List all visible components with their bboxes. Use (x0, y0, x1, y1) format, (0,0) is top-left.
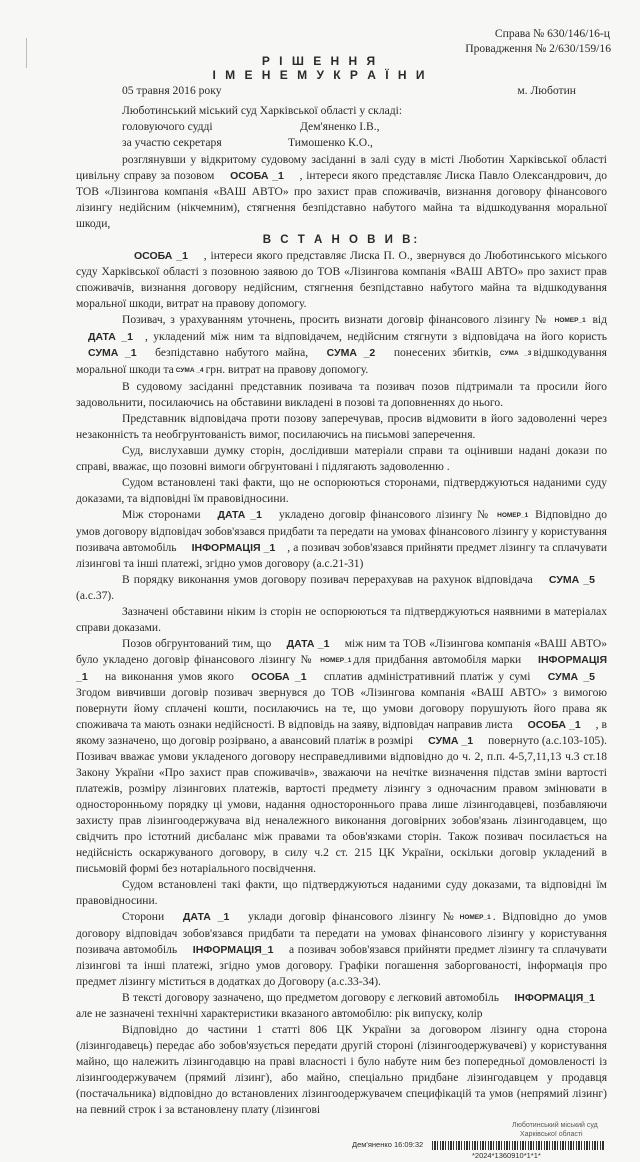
anonymized-placeholder: НОМЕР_1 (459, 914, 491, 921)
text-segment: Відповідно до умов договору відповідач зобов'язався придбати та передати на умовах фінансового лізингу у користування позивача автомобіль (76, 509, 607, 554)
anonymized-placeholder: НОМЕР_1 (554, 317, 586, 324)
court-composition: Люботинський міський суд Харківської області у складі: (122, 104, 403, 117)
anonymized-placeholder: ІНФОРМАЦІЯ_1 (514, 992, 595, 1004)
paragraph (76, 990, 607, 1022)
paragraph (76, 604, 607, 636)
text-segment: сплатив адміністративний платіж у сумі (318, 671, 536, 683)
anonymized-placeholder: СУМА _5 (547, 671, 596, 683)
proceeding-number: Провадження № 2/630/159/16 (465, 42, 611, 55)
anonymized-placeholder: ІНФОРМАЦІЯ _1 (76, 654, 607, 683)
text-segment: , інтереси якого представляє Лиска Павло Олександрович, до ТОВ «Лізингова компанія «ВАШ АВТО» про захист прав споживачів, визнання договору фінансового лізингу недійсним (нікчемним), стягнення безпідставно набутого майна та відшкодування моральної шкоди, (76, 170, 607, 230)
paragraph (76, 636, 607, 877)
anonymized-placeholder: ДАТА _1 (88, 331, 133, 343)
paragraph (76, 411, 607, 443)
anonymized-placeholder: СУМА _3 (499, 350, 532, 357)
anonymized-placeholder: НОМЕР_1 (497, 512, 529, 519)
anonymized-placeholder: СУМА _5 (548, 574, 595, 586)
e-signature-stamp (342, 1122, 607, 1162)
barcode (432, 1141, 604, 1150)
scan-margin-mark (26, 38, 27, 68)
anonymized-placeholder: ДАТА _1 (182, 911, 230, 923)
paragraph (76, 312, 607, 379)
anonymized-placeholder: ОСОБА _1 (527, 719, 581, 731)
anonymized-placeholder: СУМА _1 (88, 347, 137, 359)
anonymized-placeholder: СУМА _2 (326, 347, 376, 359)
text-segment: В судовому засіданні представник позивача та позивач позов підтримали та просили його задовольнити, посилаючись на обставини викладені в позові та доповненнях до нього. (76, 381, 607, 409)
paragraph (76, 877, 607, 909)
text-segment: Позивач, з урахуванням уточнень, просить визнати договір фінансового лізингу № (122, 314, 553, 326)
anonymized-placeholder: ОСОБА _1 (230, 170, 284, 182)
decision-date: 05 травня 2016 року (122, 84, 222, 97)
secretary-label: за участю секретаря (122, 136, 222, 149)
text-segment: Судом встановлені такі факти, що не оспорюються сторонами, підтверджуються наданими суду доказами, та відповідні їм правовідносини. (76, 477, 607, 505)
anonymized-placeholder: СУМА _1 (428, 735, 474, 747)
text-segment: від (587, 314, 608, 326)
decision-city: м. Люботин (517, 84, 576, 97)
text-segment: . Відповідно до умов договору відповідач зобов'язався придбати та передати на умовах фінансового лізингу у користування позивача автомобіль (76, 911, 607, 956)
text-segment: між ним та ТОВ «Лізингова компанія «ВАШ АВТО» було укладено договір фінансового лізингу № (76, 638, 607, 666)
text-segment: , укладений між ним та відповідачем, недійсним стягнути з відповідача на його користь (144, 331, 607, 343)
paragraph (76, 443, 607, 475)
text-segment: відшкодування моральної шкоди та (76, 347, 607, 376)
document-column (76, 152, 607, 1162)
text-segment: а позивач зобов'язався прийняти предмет лізингу та сплачувати лізингові та інші платежі, згідно умов договору. Графіки погашення заборгованості, інформація про предмет лізингу міститься в додатках до Договору (а.с.33-34). (76, 944, 607, 988)
text-segment: безпідставно набутого майна, (148, 347, 315, 359)
section-heading (76, 232, 607, 248)
text-segment: , в якому зазначено, що договір розірвано, а авансовий платіж в розмірі (76, 719, 607, 747)
paragraph (76, 248, 607, 312)
paragraph (76, 507, 607, 572)
anonymized-placeholder: ДАТА _1 (217, 509, 263, 521)
judge-name: Дем'яненко І.В., (300, 120, 380, 133)
anonymized-placeholder: ДАТА _1 (286, 638, 330, 650)
anonymized-placeholder: ІНФОРМАЦІЯ_1 (192, 944, 274, 956)
text-segment: Суд, вислухавши думку сторін, дослідивши матеріали справи та оцінивши надані докази по справі, вважає, що позовні вимоги обгрунтовані і підлягають задоволенню . (76, 445, 607, 473)
paragraph (76, 379, 607, 411)
anonymized-placeholder: ІНФОРМАЦІЯ _1 (191, 542, 276, 554)
anonymized-placeholder: ОСОБА _1 (134, 250, 188, 262)
text-segment: В порядку виконання умов договору позивач перерахував на рахунок відповідача (122, 574, 537, 586)
barcode-text: *2024*1360910*1*1* (472, 1151, 541, 1160)
text-segment: , а позивач зобов'язався прийняти предмет лізингу та сплачувати лізингові та інші платежі, згідно умов договору (а.с.21-31) (76, 542, 607, 570)
paragraph (76, 475, 607, 507)
text-segment: Відповідно до частини 1 статті 806 ЦК України за договором лізингу одна сторона (лізингодавець) передає або зобов'язується передати другій стороні (лізингоодержувачеві) у користування майно, що належить лізингодавцю на праві власності і було набуте ним без попередньої домовленості із лізингоодержувачем (прямий лізинг), або майно, спеціально придбане лізингодавцем у продавця (постачальника) відповідно до встановлених лізингоодержувачем специфікацій та умов (непрямий лізинг) на певний строк і за встановлену плату (лізингові (76, 1024, 607, 1116)
document-body (76, 152, 607, 1118)
stamp-court: Люботинський міський суд (512, 1122, 598, 1129)
paragraph (76, 152, 607, 232)
text-segment: повернуто (а.с.103-105). Позивач вважає умови укладеного договору несправедливими відповідно до ч. 2, п.п. 4-5,7,11,13 ч.3 ст.18 Закону України «Про захист прав споживачів», зважаючи на нечітке визначення підстав зміни вартості платежів, розміру лізингових платежів, вартості предмету лізингу з одночасним правом змінювати в односторонньому порядку ці умови, надання одностороннього права лише лізингодавцеві, позбавляючи захисту прав лізингоодержувача від неналежного виконання договірних зобов'язань лізингодавцем, що свідчить про істотний дисбаланс між правами та обов'язками сторін. Також позивач посилається на недійсність оскаржуваного договору, в силу ч.2 ст. 215 ЦК України, оскільки договір укладений в письмовій формі без нотаріального посвідчення. (76, 735, 608, 875)
text-segment: понесених збитків, (387, 347, 498, 359)
text-segment: Зазначені обставини ніким із сторін не оспорюються та підтверджуються наявними в матеріалах справи доказами. (76, 606, 607, 634)
document-title: Р І Ш Е Н Н Я (261, 54, 379, 68)
text-segment: Позов обгрунтований тим, що (122, 638, 275, 650)
anonymized-placeholder: ОСОБА _1 (251, 671, 307, 683)
paragraph (76, 1022, 607, 1118)
text-segment: укладено договір фінансового лізингу № (274, 509, 496, 521)
document-subtitle: І М Е Н Е М У К Р А Ї Н И (212, 68, 428, 82)
text-segment: Представник відповідача проти позову заперечував, просив відмовити в його задоволенні через незаконність та необгрунтованість вимог, посилаючись на письмові заперечення. (76, 413, 607, 441)
case-number: Справа № 630/146/16-ц (494, 27, 610, 40)
secretary-name: Тимошенко К.О., (288, 136, 373, 149)
text-segment: В С Т А Н О В И В: (262, 234, 421, 246)
judge-label: головуючого судді (122, 120, 213, 133)
text-segment: але не зазначені технічні характеристики вказаного автомобілю: рік випуску, колір (76, 1008, 483, 1020)
text-segment: на виконання умов якого (99, 671, 240, 683)
text-segment: грн. витрат на правову допомогу. (205, 364, 369, 376)
text-segment: Згодом вивчивши договір позивач звернувся до ТОВ «Лізингова компанія «ВАШ АВТО» з вимогою повернути йому сплачені кошти, посилаючись на те, що умови договору порушують його права як споживача та мають ознаки недійсності. В відповідь на заяву, відповідач направив листа (76, 687, 607, 731)
text-segment: Між сторонами (122, 509, 206, 521)
text-segment: Сторони (122, 911, 171, 923)
text-segment: В тексті договору зазначено, що предметом договору є легковий автомобіль (122, 992, 503, 1004)
stamp-region: Харківської області (520, 1131, 583, 1138)
text-segment: Судом встановлені такі факти, що підтверджуються наданими суду доказами, та відповідні їм правовідносини. (76, 879, 607, 907)
text-segment: для придбання автомобіля марки (353, 654, 527, 666)
anonymized-placeholder: СУМА _4 (175, 367, 204, 374)
text-segment: (а.с.37). (76, 590, 115, 602)
paragraph (76, 909, 607, 990)
text-segment: , інтереси якого представляє Лиска П. О., звернувся до Люботинського міського суду Харківської області з позовною заявою до ТОВ «Лізингова компанія «ВАШ АВТО» про захист прав споживачів, визнання договору недійсним, стягнення безпідставно набутого майна та відшкодування моральної шкоди, витрат на правову допомогу. (76, 250, 607, 310)
text-segment: розглянувши у відкритому судовому засіданні в залі суду в місті Люботин Харківської області цивільну справу за позовом (76, 154, 607, 182)
anonymized-placeholder: НОМЕР_1 (320, 657, 352, 664)
signature-time: Дем'яненко 16:09:32 (352, 1140, 424, 1149)
paragraph (76, 572, 607, 604)
text-segment: уклади договір фінансового лізингу № (241, 911, 458, 923)
